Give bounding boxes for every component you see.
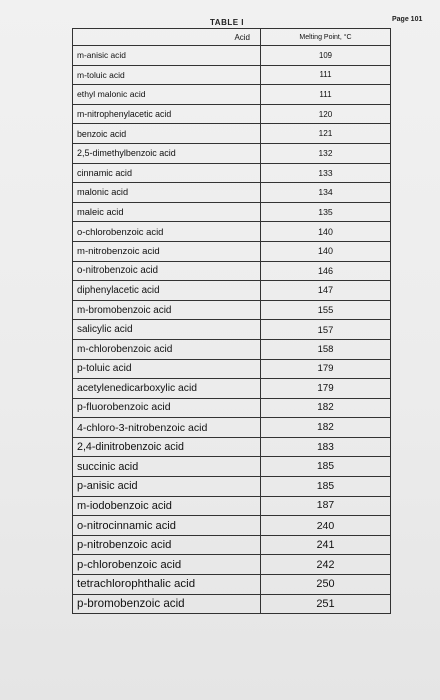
- table-row: [73, 555, 391, 575]
- acid-name-cell: acetylenedicarboxylic acid: [73, 379, 261, 399]
- melting-point-cell: 111: [261, 85, 391, 105]
- melting-point-cell: 183: [261, 437, 391, 457]
- melting-point-cell: 179: [261, 359, 391, 379]
- melting-point-cell: 182: [261, 418, 391, 438]
- table-row: [73, 163, 391, 183]
- melting-point-cell: 140: [261, 222, 391, 242]
- table-row: [73, 124, 391, 144]
- table-row: [73, 535, 391, 555]
- melting-point-cell: 179: [261, 379, 391, 399]
- table-row: [73, 339, 391, 359]
- acid-name-cell: m-iodobenzoic acid: [73, 496, 261, 516]
- table-row: [73, 65, 391, 85]
- header-acid: Acid: [73, 29, 261, 46]
- acid-name-cell: m-nitrophenylacetic acid: [73, 104, 261, 124]
- acid-name-cell: p-nitrobenzoic acid: [73, 535, 261, 555]
- melting-point-cell: 133: [261, 163, 391, 183]
- table-title: TABLE I: [210, 18, 245, 27]
- acid-name-cell: p-toluic acid: [73, 359, 261, 379]
- melting-point-cell: 147: [261, 281, 391, 301]
- melting-point-cell: 134: [261, 183, 391, 203]
- table-body: [73, 46, 391, 614]
- melting-point-cell: 251: [261, 594, 391, 614]
- melting-point-cell: 185: [261, 457, 391, 477]
- header-melting-point: Melting Point, °C: [261, 29, 391, 46]
- melting-point-cell: 140: [261, 241, 391, 261]
- table-row: [73, 418, 391, 438]
- table-row: [73, 85, 391, 105]
- page-number: Page 101: [392, 16, 423, 23]
- melting-point-cell: 157: [261, 320, 391, 340]
- acid-name-cell: 4-chloro-3-nitrobenzoic acid: [73, 418, 261, 438]
- acid-name-cell: m-chlorobenzoic acid: [73, 339, 261, 359]
- melting-point-cell: 132: [261, 143, 391, 163]
- acid-name-cell: o-nitrobenzoic acid: [73, 261, 261, 281]
- melting-point-cell: 121: [261, 124, 391, 144]
- acid-name-cell: succinic acid: [73, 457, 261, 477]
- melting-point-cell: 240: [261, 516, 391, 536]
- table-row: [73, 143, 391, 163]
- acid-name-cell: 2,5-dimethylbenzoic acid: [73, 143, 261, 163]
- melting-point-cell: 241: [261, 535, 391, 555]
- melting-point-cell: 120: [261, 104, 391, 124]
- table-row: [73, 46, 391, 66]
- table-row: [73, 202, 391, 222]
- table-header-row: [73, 29, 391, 46]
- melting-point-cell: 187: [261, 496, 391, 516]
- acid-name-cell: m-toluic acid: [73, 65, 261, 85]
- table-row: [73, 496, 391, 516]
- acid-name-cell: cinnamic acid: [73, 163, 261, 183]
- melting-point-cell: 135: [261, 202, 391, 222]
- melting-point-cell: 146: [261, 261, 391, 281]
- acid-name-cell: p-bromobenzoic acid: [73, 594, 261, 614]
- melting-point-cell: 111: [261, 65, 391, 85]
- acid-name-cell: m-bromobenzoic acid: [73, 300, 261, 320]
- table-row: [73, 477, 391, 497]
- melting-point-cell: 155: [261, 300, 391, 320]
- table-row: [73, 104, 391, 124]
- acid-name-cell: o-nitrocinnamic acid: [73, 516, 261, 536]
- table-row: [73, 241, 391, 261]
- table-row: [73, 300, 391, 320]
- table-row: [73, 516, 391, 536]
- table-row: [73, 281, 391, 301]
- table-row: [73, 575, 391, 595]
- melting-point-cell: 185: [261, 477, 391, 497]
- acid-name-cell: p-chlorobenzoic acid: [73, 555, 261, 575]
- table-row: [73, 222, 391, 242]
- acid-name-cell: salicylic acid: [73, 320, 261, 340]
- melting-point-cell: 109: [261, 46, 391, 66]
- table-row: [73, 379, 391, 399]
- table-row: [73, 398, 391, 418]
- table-row: [73, 594, 391, 614]
- table-row: [73, 457, 391, 477]
- acid-name-cell: tetrachlorophthalic acid: [73, 575, 261, 595]
- acid-name-cell: 2,4-dinitrobenzoic acid: [73, 437, 261, 457]
- table-row: [73, 359, 391, 379]
- acid-name-cell: m-nitrobenzoic acid: [73, 241, 261, 261]
- acid-name-cell: ethyl malonic acid: [73, 85, 261, 105]
- acid-name-cell: benzoic acid: [73, 124, 261, 144]
- melting-point-cell: 242: [261, 555, 391, 575]
- melting-point-table: [72, 28, 391, 614]
- melting-point-cell: 182: [261, 398, 391, 418]
- table-row: [73, 183, 391, 203]
- acid-name-cell: o-chlorobenzoic acid: [73, 222, 261, 242]
- acid-name-cell: p-fluorobenzoic acid: [73, 398, 261, 418]
- melting-point-cell: 250: [261, 575, 391, 595]
- acid-name-cell: maleic acid: [73, 202, 261, 222]
- acid-name-cell: m-anisic acid: [73, 46, 261, 66]
- acid-name-cell: malonic acid: [73, 183, 261, 203]
- melting-point-cell: 158: [261, 339, 391, 359]
- table-container: [72, 28, 392, 670]
- acid-name-cell: p-anisic acid: [73, 477, 261, 497]
- table-row: [73, 261, 391, 281]
- table-row: [73, 437, 391, 457]
- table-row: [73, 320, 391, 340]
- acid-name-cell: diphenylacetic acid: [73, 281, 261, 301]
